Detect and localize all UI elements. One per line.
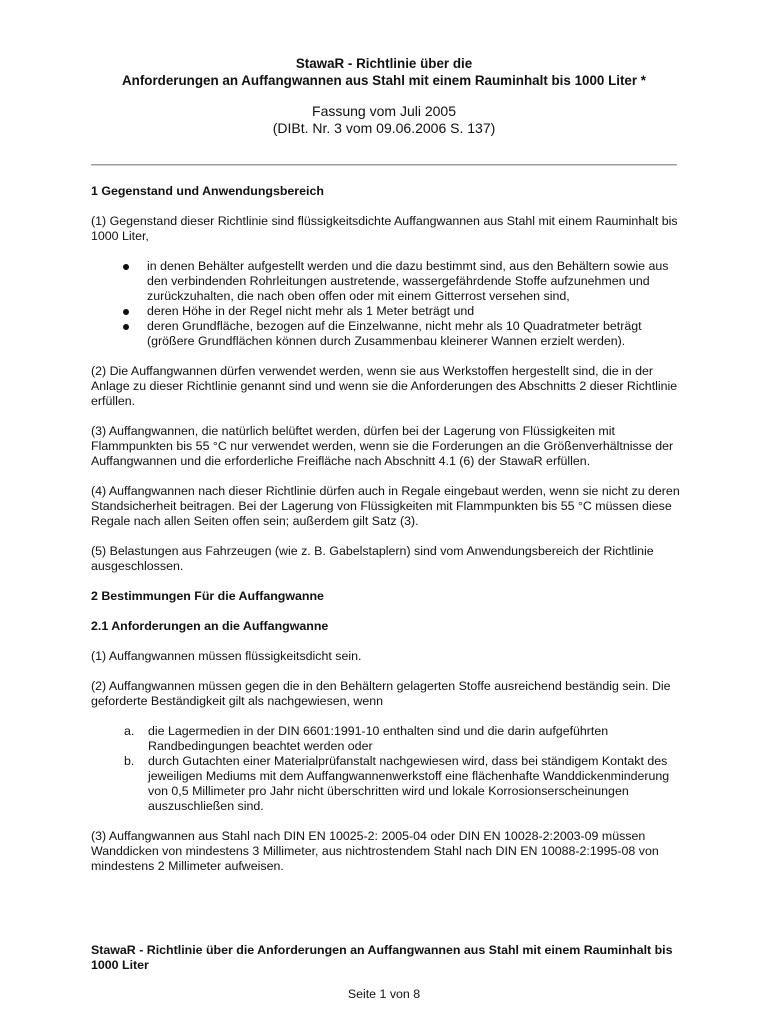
- section-1-paragraph-2: (2) Die Auffangwannen dürfen verwendet werden, wenn sie aus Werkstoffen hergestellt sind, die in der Anlage zu dieser Richtlinie genannt sind und wenn sie die Anforderungen des Abschnitts 2 dieser Richtlinie erfüllen.: [91, 364, 678, 408]
- section-1-paragraph-1: (1) Gegenstand dieser Richtlinie sind flüssigkeitsdichte Auffangwannen aus Stahl mit einem Rauminhalt bis 1000 Liter,: [91, 214, 678, 243]
- bullet-text: deren Höhe in der Regel nicht mehr als 1 Meter beträgt und: [147, 304, 475, 318]
- section-1-paragraph-4: (4) Auffangwannen nach dieser Richtlinie dürfen auch in Regale eingebaut werden, wenn sie nicht zu deren Standsicherheit beitragen. Bei der Lagerung von Flüssigkeiten mit Flammpunkten bis 55 °C müssen diese Regale nach allen Seiten offen sein; außerdem gilt Satz (3).: [91, 484, 680, 528]
- section-2-paragraph-3: (3) Auffangwannen aus Stahl nach DIN EN 10025-2: 2005-04 oder DIN EN 10028-2:2003-09 müssen Wanddicken von mindestens 3 Millimeter, aus nichtrostendem Stahl nach DIN EN 10088-2:1995-08 von mindestens 2 Millimeter aufweisen.: [91, 829, 659, 873]
- document-title-line-2: Anforderungen an Auffangwannen aus Stahl mit einem Rauminhalt bis 1000 Liter *: [121, 73, 647, 88]
- page-number: Seite 1 von 8: [347, 987, 421, 1001]
- bullet-text: deren Grundfläche, bezogen auf die Einzelwanne, nicht mehr als 10 Quadratmeter beträgt (größere Grundflächen können durch Zusammenbau kleinerer Wannen erzielt werden).: [147, 319, 642, 348]
- section-2-heading: 2 Bestimmungen Für die Auffangwanne: [91, 589, 324, 603]
- list-item: [91, 259, 681, 304]
- section-2-paragraph-2: (2) Auffangwannen müssen gegen die in den Behältern gelagerten Stoffe ausreichend beständig sein. Die geforderte Beständigkeit gilt als nachgewiesen, wenn: [91, 679, 671, 708]
- running-footer-title: StawaR - Richtlinie über die Anforderungen an Auffangwannen aus Stahl mit einem Rauminhalt bis 1000 Liter: [91, 943, 673, 972]
- document-title-line-1: StawaR - Richtlinie über die: [295, 56, 473, 71]
- list-item-label: a.: [124, 724, 135, 738]
- list-item: [91, 724, 681, 754]
- section-1-paragraph-3: (3) Auffangwannen, die natürlich belüftet werden, dürfen bei der Lagerung von Flüssigkeiten mit Flammpunkten bis 55 °C nur verwendet werden, wenn sie die Forderungen an die Größenverhältnisse der Auffangwannen und die erforderliche Freifläche nach Abschnitt 4.1 (6) der StawaR erfüllen.: [91, 424, 674, 468]
- section-2-1-heading: 2.1 Anforderungen an die Auffangwanne: [91, 619, 329, 633]
- publication-reference: (DIBt. Nr. 3 vom 09.06.2006 S. 137): [272, 120, 496, 136]
- document-header: [0, 55, 768, 137]
- section-2-paragraph-1: (1) Auffangwannen müssen flüssigkeitsdicht sein.: [91, 649, 362, 663]
- version-date: Fassung vom Juli 2005: [312, 103, 456, 119]
- list-item: [91, 319, 681, 349]
- list-item-text: durch Gutachten einer Materialprüfanstalt nachgewiesen wird, dass bei ständigem Kontakt des jeweiligen Mediums mit dem Auffangwannenwerkstoff eine flächenhafte Wanddickenminderung von 0,5 Millimeter pro Jahr nicht überschritten wird und lokale Korrosionserscheinungen auszuschließen sind.: [148, 754, 670, 813]
- list-item: [91, 754, 681, 814]
- bullet-icon: [123, 324, 129, 330]
- list-item-text: die Lagermedien in der DIN 6601:1991-10 enthalten sind und die darin aufgeführten Randbedingungen beachtet werden oder: [148, 724, 609, 753]
- header-divider: [91, 164, 677, 166]
- document-body: [91, 184, 681, 874]
- section-1-paragraph-5: (5) Belastungen aus Fahrzeugen (wie z. B. Gabelstaplern) sind vom Anwendungsbereich der Richtlinie ausgeschlossen.: [91, 544, 654, 573]
- bullet-text: in denen Behälter aufgestellt werden und die dazu bestimmt sind, aus den Behältern sowie aus den verbindenden Rohrleitungen austretende, wassergefährdende Stoffe aufzunehmen und zurückzuhalten, die nach oben offen oder mit einem Gitterrost versehen sind,: [147, 259, 669, 303]
- resistance-proof-list: [91, 724, 681, 814]
- list-item: [91, 304, 681, 319]
- bullet-icon: [123, 309, 129, 315]
- section-1-heading: 1 Gegenstand und Anwendungsbereich: [91, 184, 324, 198]
- scope-bullet-list: [91, 259, 681, 349]
- list-item-label: b.: [124, 754, 135, 768]
- bullet-icon: [123, 264, 129, 270]
